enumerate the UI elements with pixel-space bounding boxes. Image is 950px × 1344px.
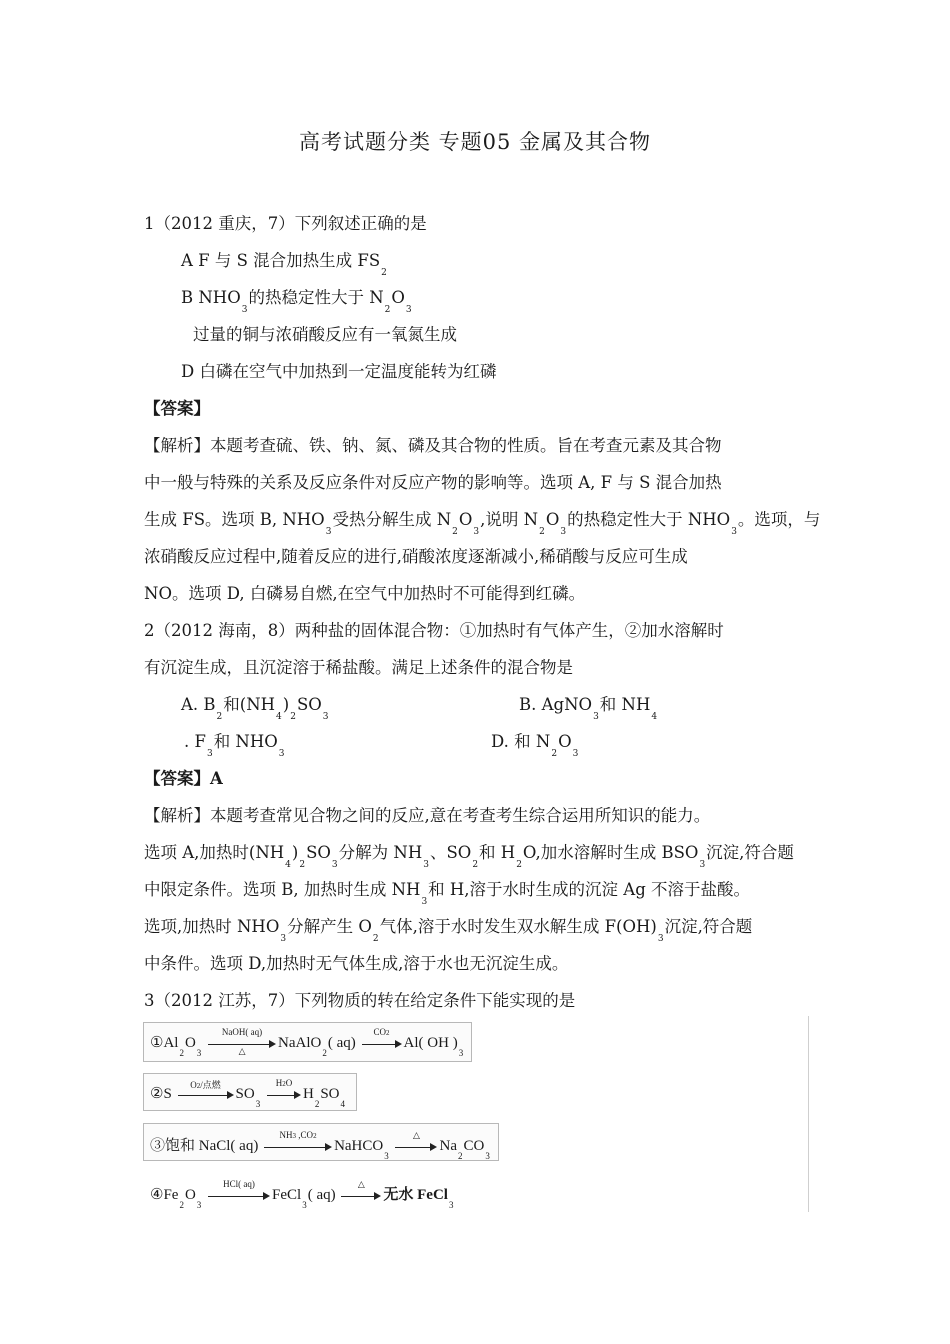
subscript: 3 bbox=[731, 527, 737, 537]
text: ①Al bbox=[150, 1035, 179, 1051]
subscript: 2 bbox=[539, 527, 545, 537]
text: NaAlO bbox=[278, 1035, 322, 1051]
subscript: 3 bbox=[560, 527, 567, 537]
q1-analysis-line2: 中一般与特殊的关系及反应条件对反应产物的影响等。选项 A, F 与 S 混合加热 bbox=[144, 473, 722, 492]
q1-option-b-text2: 的热稳定性大于 N bbox=[248, 288, 384, 307]
subscript: 2 bbox=[179, 1200, 184, 1210]
subscript: 3 bbox=[657, 934, 664, 944]
arrow-condition: H2O bbox=[275, 1077, 293, 1088]
text: SO bbox=[306, 843, 331, 862]
text: 和(NH bbox=[223, 695, 276, 714]
text: ( aq) bbox=[327, 1035, 356, 1051]
reaction-box-2 bbox=[143, 1073, 357, 1111]
q1-option-a bbox=[181, 250, 388, 278]
subscript: 2 bbox=[299, 860, 306, 870]
text: SO bbox=[296, 695, 322, 714]
reaction-arrow bbox=[395, 1129, 437, 1154]
text: 和 H,溶于水时生成的沉淀 Ag 不溶于盐酸。 bbox=[428, 880, 751, 899]
reaction-arrow bbox=[208, 1178, 270, 1203]
subscript: 4 bbox=[651, 712, 658, 722]
text: ) bbox=[282, 695, 290, 714]
text: B. AgNO bbox=[519, 695, 593, 714]
text: 和 H bbox=[479, 843, 516, 862]
q1-stem: 1（2012 重庆，7）下列叙述正确的是 bbox=[144, 214, 427, 233]
text: 生成 FS。选项 B, NHO bbox=[144, 510, 325, 529]
arrow-condition: CO2 bbox=[373, 1026, 390, 1037]
reaction-2 bbox=[150, 1077, 346, 1109]
text: 选项,加热时 NHO bbox=[144, 917, 280, 936]
arrow-condition: NH3 ,CO2 bbox=[279, 1129, 317, 1140]
subscript: 3 bbox=[473, 527, 480, 537]
subscript: 3 bbox=[278, 749, 285, 759]
reaction-3 bbox=[150, 1129, 491, 1161]
reaction-arrow bbox=[208, 1026, 276, 1056]
arrow-condition: △ bbox=[357, 1178, 365, 1189]
subscript: 2 bbox=[290, 712, 296, 722]
subscript: 4 bbox=[276, 712, 282, 722]
subscript: 3 bbox=[448, 1200, 454, 1210]
page-title: 高考试题分类 专题05 金属及其合物 bbox=[298, 130, 652, 154]
q2-option-a bbox=[181, 694, 330, 722]
subscript: 3 bbox=[458, 1048, 464, 1058]
q1-option-b-text: B NHO bbox=[181, 288, 241, 307]
text: ,说明 N bbox=[480, 510, 539, 529]
subscript: 3 bbox=[421, 897, 428, 907]
divider-line bbox=[808, 1016, 809, 1212]
q1-option-b-text3: O bbox=[391, 288, 405, 307]
q2-stem-line1: 2（2012 海南，8）两种盐的固体混合物：①加热时有气体产生，②加水溶解时 bbox=[144, 621, 724, 640]
q1-option-b bbox=[181, 287, 413, 315]
reaction-arrow bbox=[341, 1178, 381, 1203]
text: ) bbox=[291, 843, 299, 862]
subscript: 3 bbox=[485, 1151, 490, 1161]
arrow-condition: △ bbox=[413, 1129, 420, 1140]
text: ③饱和 NaCl( aq) bbox=[150, 1138, 259, 1154]
text: ④Fe bbox=[150, 1187, 179, 1203]
arrow-condition-below: △ bbox=[238, 1045, 246, 1056]
text: CO bbox=[463, 1138, 485, 1154]
text: O bbox=[545, 510, 560, 529]
q2-analysis-line4 bbox=[144, 916, 753, 944]
q1-option-d: D 白磷在空气中加热到一定温度能转为红磷 bbox=[181, 362, 497, 381]
text: 、SO bbox=[429, 843, 472, 862]
arrow-condition: NaOH( aq) bbox=[221, 1026, 263, 1037]
subscript: 3 bbox=[280, 934, 287, 944]
reaction-arrow bbox=[362, 1026, 402, 1051]
subscript: 3 bbox=[325, 527, 332, 537]
subscript: 3 bbox=[384, 1151, 389, 1161]
q2-analysis-line3 bbox=[144, 879, 751, 907]
subscript: 3 bbox=[423, 860, 429, 870]
subscript: 3 bbox=[206, 749, 213, 759]
subscript: 3 bbox=[322, 712, 329, 722]
subscript: 2 bbox=[381, 268, 387, 278]
q2-option-b bbox=[519, 694, 658, 722]
text: 和 NH bbox=[599, 695, 651, 714]
text: O bbox=[458, 510, 473, 529]
subscript: 2 bbox=[516, 860, 522, 870]
text: 受热分解生成 N bbox=[332, 510, 452, 529]
text: H bbox=[302, 1086, 314, 1102]
subscript: 2 bbox=[179, 1048, 184, 1058]
text: O,加水溶解时生成 BSO bbox=[522, 843, 699, 862]
text: 。选项，与 bbox=[737, 510, 821, 529]
subscript: 3 bbox=[331, 860, 338, 870]
text: 的热稳定性大于 NHO bbox=[567, 510, 731, 529]
text: . F bbox=[184, 732, 206, 751]
text: SO bbox=[235, 1086, 255, 1102]
reaction-box-4 bbox=[143, 1172, 475, 1214]
subscript: 3 bbox=[405, 305, 412, 315]
arrow-condition: O2/点燃 bbox=[190, 1079, 221, 1090]
q1-answer: 【答案】 bbox=[144, 399, 210, 418]
q1-analysis-line4: 浓硝酸反应过程中,随着反应的进行,硝酸浓度逐渐减小,稀硝酸与反应可生成 bbox=[144, 547, 688, 566]
subscript: 2 bbox=[372, 934, 379, 944]
reaction-arrow bbox=[267, 1077, 301, 1102]
subscript: 3 bbox=[302, 1200, 307, 1210]
text: Na bbox=[439, 1138, 457, 1154]
text: 选项 A,加热时(NH bbox=[144, 843, 285, 862]
subscript: 3 bbox=[241, 305, 248, 315]
q2-answer: 【答案】A bbox=[144, 769, 223, 788]
text: NaHCO bbox=[334, 1138, 384, 1154]
q2-analysis-line5: 中条件。选项 D,加热时无气体生成,溶于水也无沉淀生成。 bbox=[144, 954, 569, 973]
text: ②S bbox=[150, 1086, 172, 1102]
reaction-box-3 bbox=[143, 1123, 499, 1161]
q2-option-d bbox=[491, 731, 579, 759]
text: 和 NHO bbox=[213, 732, 278, 751]
text: 沉淀,符合题 bbox=[706, 843, 794, 862]
subscript: 2 bbox=[384, 305, 391, 315]
reaction-box-1 bbox=[143, 1022, 472, 1062]
text: FeCl bbox=[272, 1187, 302, 1203]
subscript: 3 bbox=[572, 749, 579, 759]
text: 无水 FeCl bbox=[383, 1187, 448, 1203]
subscript: 4 bbox=[285, 860, 291, 870]
text: D. 和 N bbox=[491, 732, 551, 751]
text: A. B bbox=[181, 695, 216, 714]
text: O bbox=[184, 1035, 196, 1051]
subscript: 2 bbox=[551, 749, 558, 759]
q1-analysis-line5: NO。选项 D, 白磷易自燃,在空气中加热时不可能得到红磷。 bbox=[144, 584, 586, 603]
reaction-arrow bbox=[264, 1129, 332, 1154]
subscript: 2 bbox=[216, 712, 223, 722]
text: O bbox=[184, 1187, 196, 1203]
text: 沉淀,符合题 bbox=[664, 917, 753, 936]
text: 中限定条件。选项 B, 加热时生成 NH bbox=[144, 880, 421, 899]
reaction-arrow bbox=[178, 1079, 234, 1102]
subscript: 2 bbox=[452, 527, 458, 537]
text: 分解产生 O bbox=[287, 917, 372, 936]
subscript: 3 bbox=[593, 712, 599, 722]
text: Al( OH ) bbox=[403, 1035, 458, 1051]
q2-stem-line2: 有沉淀生成，且沉淀溶于稀盐酸。满足上述条件的混合物是 bbox=[144, 658, 573, 677]
q2-option-c bbox=[184, 731, 286, 759]
subscript: 2 bbox=[322, 1048, 327, 1058]
q3-stem: 3（2012 江苏，7）下列物质的转在给定条件下能实现的是 bbox=[144, 991, 576, 1010]
subscript: 2 bbox=[457, 1151, 463, 1161]
text: ( aq) bbox=[307, 1187, 336, 1203]
q1-analysis-line1: 【解析】本题考查硫、铁、钠、氮、磷及其合物的性质。旨在考查元素及其合物 bbox=[144, 436, 722, 455]
subscript: 3 bbox=[699, 860, 706, 870]
q1-option-a-text: A F 与 S 混合加热生成 FS bbox=[181, 251, 381, 270]
text: 气体,溶于水时发生双水解生成 F(OH) bbox=[379, 917, 657, 936]
text: SO bbox=[320, 1086, 340, 1102]
q1-option-c: 过量的铜与浓硝酸反应有一氧氮生成 bbox=[193, 325, 457, 344]
arrow-condition: HCl( aq) bbox=[223, 1178, 255, 1189]
subscript: 3 bbox=[196, 1200, 202, 1210]
subscript: 2 bbox=[314, 1099, 320, 1109]
text: O bbox=[558, 732, 572, 751]
subscript: 2 bbox=[472, 860, 479, 870]
reaction-1 bbox=[150, 1026, 464, 1058]
subscript: 4 bbox=[340, 1099, 346, 1109]
subscript: 3 bbox=[196, 1048, 202, 1058]
q1-analysis-line3 bbox=[144, 509, 821, 537]
reaction-4 bbox=[150, 1178, 454, 1210]
subscript: 3 bbox=[255, 1099, 261, 1109]
q2-analysis-line2 bbox=[144, 842, 794, 870]
q2-analysis-line1: 【解析】本题考查常见合物之间的反应,意在考查考生综合运用所知识的能力。 bbox=[144, 806, 711, 825]
text: 分解为 NH bbox=[338, 843, 423, 862]
